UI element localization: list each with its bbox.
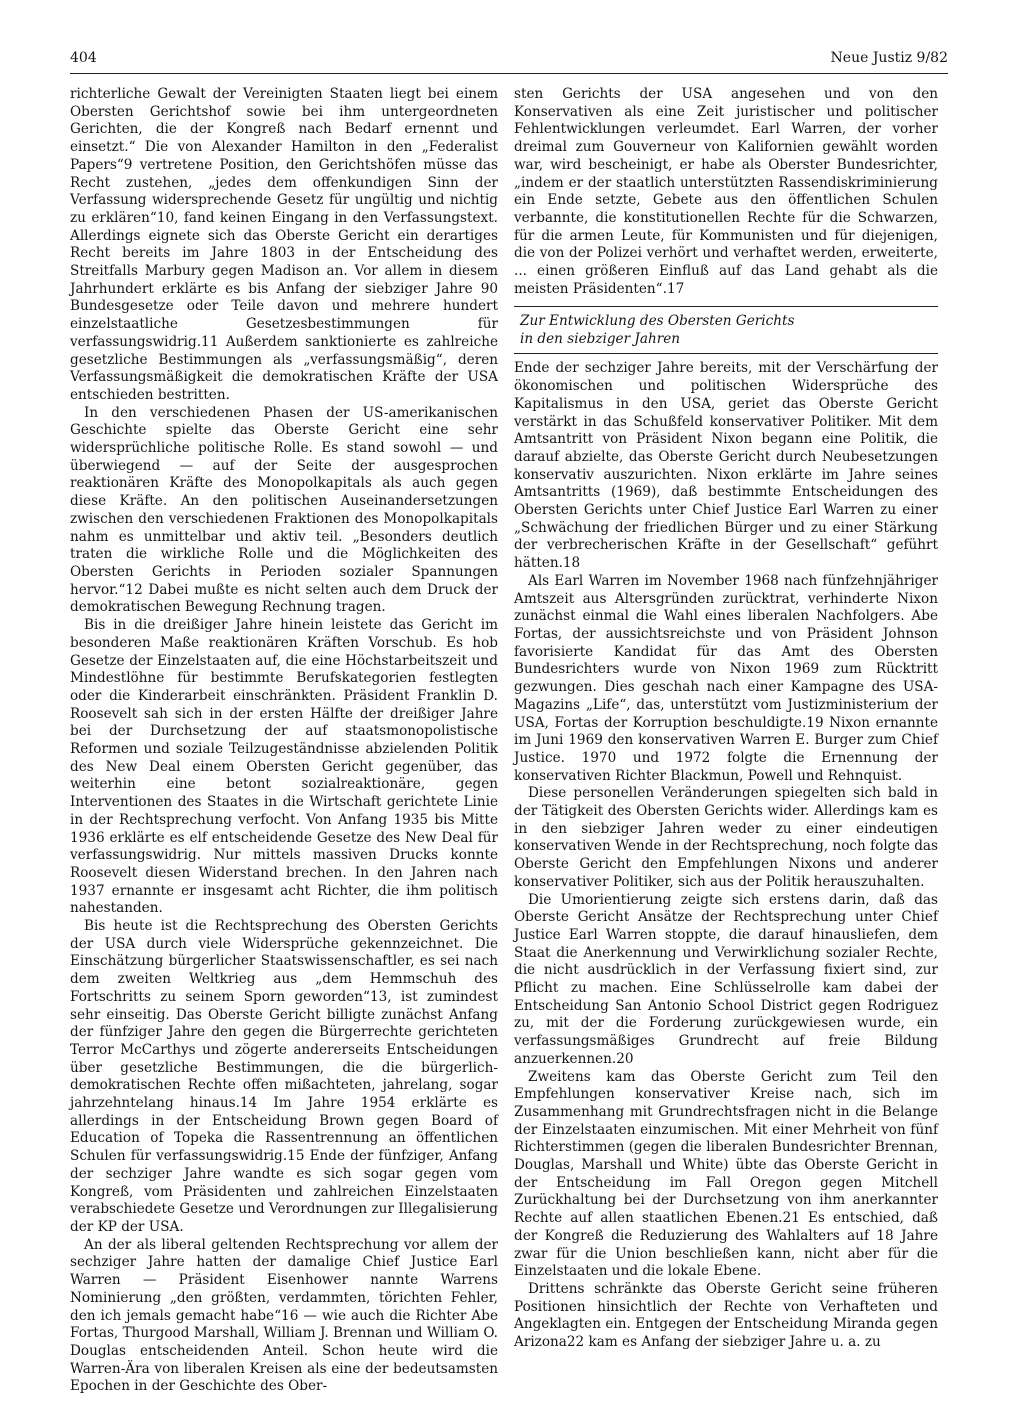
page-number: 404 bbox=[70, 50, 97, 66]
paragraph: Diese personellen Veränderungen spiegelten sich bald in der Tätigkeit des Obersten Gerichts wider. Allerdings kam es in den siebziger Jahren weder zu einer eindeutigen konservativen Wende in der Rechtsprechung, noch folgte das Oberste Gericht den Empfehlungen Nixons und anderer konservativer Politiker, sich aus der Politik herauszuhalten. bbox=[514, 785, 938, 890]
paragraph: Als Earl Warren im November 1968 nach fünfzehnjähriger Amtszeit aus Altersgründen zurücktrat, verhinderte Nixon zunächst einmal die Wahl eines liberalen Nachfolgers. Abe Fortas, der aussichtsreichste und von Präsident Johnson favorisierte Kandidat für das Amt des Obersten Bundesrichters wurde von Nixon 1969 zum Rücktritt gezwungen. Dies geschah nach einer Kampagne des USA-Magazins „Life“, das, unterstützt vom Justizministerium der USA, Fortas der Korruption beschuldigte.19 Nixon ernannte im Juni 1969 den konservativen Warren E. Burger zum Chief Justice. 1970 und 1972 folgte die Ernennung der konservativen Richter Blackmun, Powell und Rehnquist. bbox=[514, 572, 938, 784]
paragraph: sten Gerichts der USA angesehen und von den Konservativen als eine Zeit juristischer und politischer Fehlentwicklungen verleumdet. Earl Warren, der vorher dreimal zum Gouverneur von Kalifornien gewählt worden war, wird bescheinigt, er habe als Oberster Bundesrichter, „indem er der staatlich unterstützten Rassendiskriminierung ein Ende setzte, Gebete aus den öffentlichen Schulen verbannte, die konstitutionellen Rechte für die Schwarzen, für die armen Leute, für Kommunisten und für diejenigen, die von der Polizei verhört und verhaftet werden, erweiterte, ... einen größeren Einfluß auf das Land gehabt als die meisten Präsidenten“.17 bbox=[514, 86, 938, 297]
paragraph: Bis heute ist die Rechtsprechung des Obersten Gerichts der USA durch viele Widersprüche gekennzeichnet. Die Einschätzung bürgerlicher Staatswissenschaftler, es sei nach dem zweiten Weltkrieg aus „dem Hemmschuh des Fortschritts zu seinem Sporn geworden“13, ist zumindest sehr einseitig. Das Oberste Gericht billigte zunächst Anfang der fünfziger Jahre den gegen die Bürgerrechte gerichteten Terror McCarthys und zögerte andererseits Entscheidungen über gesetzliche Bestimmungen, die die bürgerlich-demokratischen Rechte offen mißachteten, jahrelang, sogar jahrzehntelang hinaus.14 Im Jahre 1954 erklärte es allerdings in der Entscheidung Brown gegen Board of Education of Topeka die Rassentrennung an öffentlichen Schulen für verfassungswidrig.15 Ende der fünfziger, Anfang der sechziger Jahre wandte es sich sogar gegen vom Kongreß, vom Präsidenten und zahlreichen Einzelstaaten verabschiedete Gesetze und Verordnungen zur Illegalisierung der KP der USA. bbox=[70, 918, 498, 1235]
paragraph: Die Umorientierung zeigte sich erstens darin, daß das Oberste Gericht Ansätze der Rechtsprechung unter Chief Justice Earl Warren stoppte, die darauf hinausliefen, dem Staat die Anerkennung und Verwirklichung sozialer Rechte, die nicht ausdrücklich in der Verfassung fixiert sind, zur Pflicht zu machen. Eine Schlüsselrolle kam dabei der Entscheidung San Antonio School District gegen Rodriguez zu, mit der die Forderung zurückgewiesen wurde, ein verfassungsmäßiges Grundrecht auf freie Bildung anzuerkennen.20 bbox=[514, 891, 938, 1067]
section-heading-line: in den siebziger Jahren bbox=[520, 331, 680, 348]
paragraph: An der als liberal geltenden Rechtsprechung vor allem der sechziger Jahre hatten der damalige Chief Justice Earl Warren — Präsident Eisenhower nannte Warrens Nominierung „den größten, verdammten, törichten Fehler, den ich jemals gemacht habe“16 — wie auch die Richter Abe Fortas, Thurgood Marshall, William J. Brennan und William O. Douglas entscheidenden Anteil. Schon heute wird die Warren-Ära von liberalen Kreisen als eine der bedeutsamsten Epochen in der Geschichte des Ober- bbox=[70, 1236, 498, 1395]
header-rule bbox=[70, 73, 948, 74]
paragraph: Ende der sechziger Jahre bereits, mit der Verschärfung der ökonomischen und politischen Widersprüche des Kapitalismus in den USA, geriet das Oberste Gericht verstärkt in das Schußfeld konservativer Politiker. Mit dem Amtsantritt von Präsident Nixon begann eine Politik, die darauf abzielte, das Oberste Gericht durch Neubesetzungen konservativ auszurichten. Nixon erklärte im Jahre seines Amtsantritts (1969), daß bestimmte Entscheidungen des Obersten Gerichts unter Chief Justice Earl Warren zu einer „Schwächung der friedlichen Bürger und zu einer Stärkung der verbrecherischen Kräfte in der Gesellschaft“ geführt hätten.18 bbox=[514, 360, 938, 572]
section-heading bbox=[514, 306, 938, 354]
paragraph: Zweitens kam das Oberste Gericht zum Teil den Empfehlungen konservativer Kreise nach, sich im Zusammenhang mit Grundrechtsfragen nicht in die Belange der Einzelstaaten einzumischen. Mit einer Mehrheit von fünf Richterstimmen (gegen die liberalen Bundesrichter Brennan, Douglas, Marshall und White) übte das Oberste Gericht in der Entscheidung im Fall Oregon gegen Mitchell Zurückhaltung bei der Durchsetzung von ihm anerkannter Rechte auf allen staatlichen Ebenen.21 Es entschied, daß der Kongreß die Reduzierung des Wahlalters auf 18 Jahre zwar für die Union beschließen kann, nicht aber für die Einzelstaaten und die lokale Ebene. bbox=[514, 1068, 938, 1280]
section-heading-line: Zur Entwicklung des Obersten Gerichts bbox=[520, 313, 795, 330]
right-column bbox=[514, 86, 938, 1352]
journal-title: Neue Justiz 9/82 bbox=[830, 50, 948, 66]
left-column bbox=[70, 86, 498, 1396]
paragraph: richterliche Gewalt der Vereinigten Staaten liegt bei einem Obersten Gerichtshof sowie bei ihm untergeordneten Gerichten, die der Kongreß nach Bedarf ernennt und einsetzt.“ Die von Alexander Hamilton in den „Federalist Papers“9 vertretene Position, den Gerichtshöfen müsse das Recht zustehen, „jedes dem offenkundigen Sinn der Verfassung widersprechende Gesetz für ungültig und nichtig zu erklären“10, fand keinen Eingang in den Verfassungstext. Allerdings eignete sich das Oberste Gericht ein derartiges Recht bereits im Jahre 1803 in der Entscheidung des Streitfalls Marbury gegen Madison an. Vor allem in diesem Jahrhundert erklärte es bis Anfang der siebziger Jahre 90 Bundesgesetze oder Teile davon und mehrere hundert einzelstaatliche Gesetzesbestimmungen für verfassungswidrig.11 Außerdem sanktionierte es zahlreiche gesetzliche Bestimmungen als „verfassungsmäßig“, deren Verfassungsmäßigkeit die demokratischen Kräfte der USA entschieden bestritten. bbox=[70, 86, 498, 403]
paragraph: Bis in die dreißiger Jahre hinein leistete das Gericht im besonderen Maße reaktionären Kräften Vorschub. Es hob Gesetze der Einzelstaaten auf, die eine Höchstarbeitszeit und Mindestlöhne für bestimmte Berufskategorien festlegten oder die Kinderarbeit einschränkten. Präsident Franklin D. Roosevelt sah sich in der ersten Hälfte der dreißiger Jahre bei der Durchsetzung der auf staatsmonopolistische Reformen und soziale Teilzugeständnisse abzielenden Politik des New Deal einem Obersten Gericht gegenüber, das weiterhin eine betont sozialreaktionäre, gegen Interventionen des Staates in die Wirtschaft gerichtete Linie in der Rechtsprechung verfocht. Von Anfang 1935 bis Mitte 1936 erklärte es elf entscheidende Gesetze des New Deal für verfassungswidrig. Nur mittels massiven Drucks konnte Roosevelt diesen Widerstand brechen. In den Jahren nach 1937 ernannte er insgesamt acht Richter, die ihm politisch nahestanden. bbox=[70, 617, 498, 917]
paragraph: Drittens schränkte das Oberste Gericht seine früheren Positionen hinsichtlich der Rechte von Verhafteten und Angeklagten ein. Entgegen der Entscheidung Miranda gegen Arizona22 kam es Anfang der siebziger Jahre u. a. zu bbox=[514, 1281, 938, 1351]
paragraph: In den verschiedenen Phasen der US-amerikanischen Geschichte spielte das Oberste Gericht eine sehr widersprüchliche politische Rolle. Es stand sowohl — und überwiegend — auf der Seite der ausgesprochen reaktionären Kräfte des Monopolkapitals als auch gegen diese Kräfte. An den politischen Auseinandersetzungen zwischen den verschiedenen Fraktionen des Monopolkapitals nahm es unmittelbar und aktiv teil. „Besonders deutlich traten die wirkliche Rolle und die Möglichkeiten des Obersten Gerichts in Perioden sozialer Spannungen hervor.“12 Dabei mußte es nicht selten auch dem Druck der demokratischen Bewegung Rechnung tragen. bbox=[70, 404, 498, 616]
